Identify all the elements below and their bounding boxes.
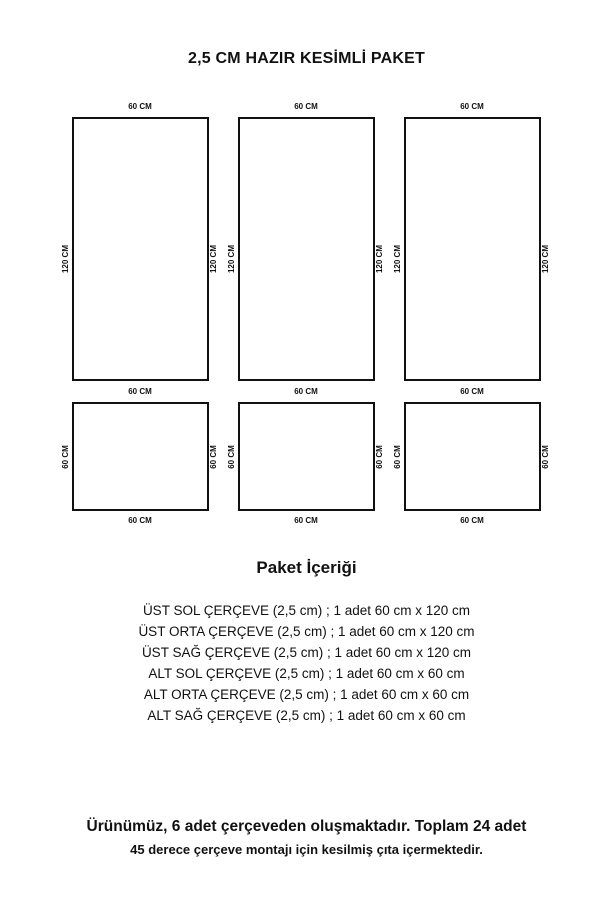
package-contents-list xyxy=(0,600,613,726)
dim-top-frame-2-left-height: 120 CM xyxy=(227,245,236,274)
dim-top-frame-1-left-height: 120 CM xyxy=(61,245,70,274)
contents-item: ÜST SOL ÇERÇEVE (2,5 cm) ; 1 adet 60 cm x 120 cm xyxy=(142,603,471,618)
dim-bottom-frame-1-width: 60 CM xyxy=(128,516,152,525)
bottom-right-frame xyxy=(404,402,541,511)
dim-middle-label-3: 60 CM xyxy=(460,387,484,396)
dim-top-frame-3-width: 60 CM xyxy=(460,102,484,111)
package-contents-title: Paket İçeriği xyxy=(256,558,357,577)
page-title: 2,5 CM HAZIR KESİMLİ PAKET xyxy=(188,50,425,67)
dim-middle-label-1: 60 CM xyxy=(128,387,152,396)
dim-bottom-frame-2-width: 60 CM xyxy=(294,516,318,525)
dim-top-frame-3-right-height: 120 CM xyxy=(541,245,550,274)
dim-bottom-frame-2-left-height: 60 CM xyxy=(227,445,236,469)
bottom-left-frame xyxy=(72,402,209,511)
top-left-frame xyxy=(72,117,209,381)
dim-top-frame-1-width: 60 CM xyxy=(128,102,152,111)
contents-item: ÜST SAĞ ÇERÇEVE (2,5 cm) ; 1 adet 60 cm x 120 cm xyxy=(141,645,472,660)
dim-top-frame-1-right-height: 120 CM xyxy=(209,245,218,274)
top-middle-frame xyxy=(238,117,375,381)
dim-bottom-frame-3-right-height: 60 CM xyxy=(541,445,550,469)
contents-item: ALT ORTA ÇERÇEVE (2,5 cm) ; 1 adet 60 cm x 60 cm xyxy=(143,687,470,702)
top-right-frame xyxy=(404,117,541,381)
dim-bottom-frame-2-right-height: 60 CM xyxy=(375,445,384,469)
footer-note: 45 derece çerçeve montajı için kesilmiş çıta içermektedir. xyxy=(130,842,483,857)
dim-bottom-frame-3-left-height: 60 CM xyxy=(393,445,402,469)
footer-summary: Ürünümüz, 6 adet çerçeveden oluşmaktadır. Toplam 24 adet xyxy=(86,818,527,835)
dim-bottom-frame-3-width: 60 CM xyxy=(460,516,484,525)
dim-top-frame-2-right-height: 120 CM xyxy=(375,245,384,274)
dim-middle-label-2: 60 CM xyxy=(294,387,318,396)
contents-item: ALT SOL ÇERÇEVE (2,5 cm) ; 1 adet 60 cm x 60 cm xyxy=(148,666,465,681)
contents-item: ÜST ORTA ÇERÇEVE (2,5 cm) ; 1 adet 60 cm x 120 cm xyxy=(138,624,475,639)
bottom-middle-frame xyxy=(238,402,375,511)
dim-top-frame-3-left-height: 120 CM xyxy=(393,245,402,274)
dim-bottom-frame-1-right-height: 60 CM xyxy=(209,445,218,469)
dim-top-frame-2-width: 60 CM xyxy=(294,102,318,111)
dim-bottom-frame-1-left-height: 60 CM xyxy=(61,445,70,469)
contents-item: ALT SAĞ ÇERÇEVE (2,5 cm) ; 1 adet 60 cm x 60 cm xyxy=(147,708,466,723)
